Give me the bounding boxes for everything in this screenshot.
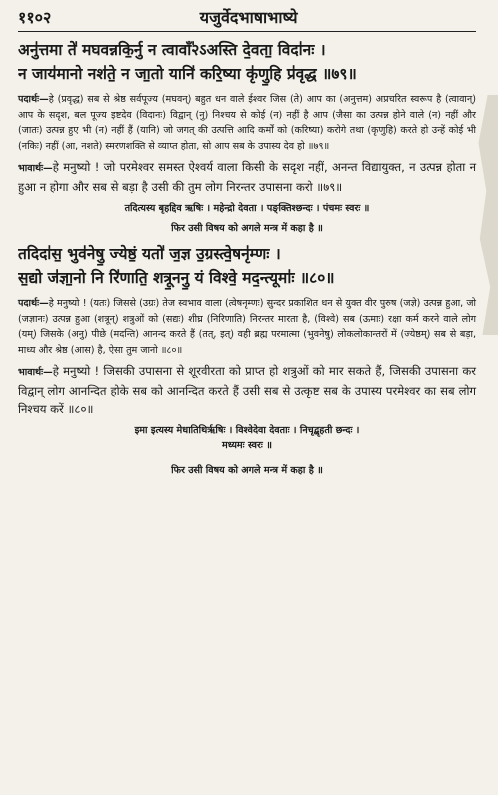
rishi-line: इमा इत्यस्य मेधातिथिर्ऋषिः । विश्वेदेवा देवताः । निचृद्बृहती छन्दः । <box>134 425 360 436</box>
page-number: ११०२ <box>18 8 52 27</box>
padartha-label: पदार्थः— <box>18 94 49 105</box>
bhavartha-80 <box>18 362 476 418</box>
padartha-text: हे (प्रवृद्ध) सब से श्रेष्ठ सर्वपूज्य (मघवन्) बहुत धन वाले ईश्वर जिस (ते) आप का (अनुत्तम) अप्रचरित स्वरूप है (त्वावान्) आप के सदृश, बल पूज्य इष्टदेव (विदानः) विद्वान् (नु) निश्चय से कोई (न) नहीं है आप (जैसा का उत्पन्न होने वाले (न) नहीं और (जातः) उत्पन्न हुए भी (न) नहीं हैं (यानि) जो जगत् की उत्पत्ति आदि कर्मों को (करिष्या) करोगे तथा (कृणुहि) करते हो उन्हें कोई भी (नकिः) नहीं (आ, नशते) स्मरणशक्ति से व्याप्त होता, सो आप सब के उपास्य देव हो ॥७९॥ <box>18 94 476 152</box>
page-header <box>18 6 476 32</box>
rishi-block <box>18 423 476 453</box>
context-line: फिर उसी विषय को अगले मन्त्र में कहा है ॥ <box>171 465 323 476</box>
bhavartha-label: भावार्थः— <box>18 163 53 174</box>
padartha-label: पदार्थः— <box>18 298 49 309</box>
rishi-line: मध्यमः स्वरः ॥ <box>222 440 272 451</box>
context-line: फिर उसी विषय को अगले मन्त्र में कहा है ॥ <box>171 223 323 234</box>
rishi-line: तदित्यस्य बृहद्दिव ऋषिः । महेन्द्रो देवता । पङ्क्तिश्छन्दः । पंचमः स्वरः ॥ <box>124 203 370 214</box>
padartha-text: हे मनुष्यो ! (यतः) जिससे (उग्रः) तेज स्वभाव वाला (त्वेषनृम्णः) सुन्दर प्रकाशित धन से युक्त वीर पुरुष (जज्ञे) उत्पन्न हुआ, जो (जज्ञानः) उत्पन्न हुआ (शत्रून्) शत्रुओं को (सद्यः) शीघ्र (निरिणाति) निरन्तर मारता है, (विश्वे) सब (ऊमाः) रक्षा कर्म करने वाले लोग (यम्) जिसके (अनु) पीछे (मदन्ति) आनन्द करते हैं (तत्, इत्) वही ब्रह्म परमात्मा (भुवनेषु) लोकलोकान्तरों में (ज्येष्ठम्) सब से बड़ा, माध्य और श्रेष्ठ (आस) है, ऐसा तुम जानो ॥८०॥ <box>18 298 476 356</box>
bhavartha-label: भावार्थः— <box>18 367 53 378</box>
running-title: यजुर्वेदभाषाभाष्ये <box>199 8 298 27</box>
mantra-line: तदिदा॑स॒ भुव॑नेषु॒ ज्येष्ठं॒ यतो॑ ज॒ज्ञ उ॒ग्रस्त्वे॒षनृ॑म्णः । <box>18 244 281 263</box>
bhavartha-79 <box>18 158 476 196</box>
mantra-line: न जाय॑मानो नश॑ते॒ न जा॒तो यानि॑ करि॒ष्या कृ॑णु॒हि प्र॑वृद्ध ॥७९॥ <box>18 64 357 83</box>
bhavartha-text: हे मनुष्यो ! जो परमेश्वर समस्त ऐश्वर्य वाला किसी के सदृश नहीं, अनन्त विद्यायुक्त, न उत्पन्न होता न हुआ न होगा और सब से बड़ा है उसी की तुम लोग निरन्तर उपासना करो ॥७९॥ <box>18 160 476 194</box>
bhavartha-text: हे मनुष्यो ! जिसकी उपासना से शूरवीरता को प्राप्त हो शत्रुओं को मार सकते हैं, जिसकी उपासना कर विद्वान् लोग आनन्दित होके सब को आनन्दित करते हैं उसी सब से उत्कृष्ट सब के उपास्य परमेश्वर का सब लोग निश्चय करें ॥८०॥ <box>18 364 476 416</box>
mantra-line: अनु॑त्तमा ते॑ मघवन्नकि॒र्नु न त्वावाँ॑२ऽअस्ति दे॒वता॒ विदा॑नः । <box>18 40 326 59</box>
padartha-79 <box>18 92 476 154</box>
mantra-80 <box>18 242 476 290</box>
mantra-line: स॒द्यो ज॑ज्ञा॒नो नि रि॑णाति॒ शत्रू॒ननु॒ यं विश्वे॒ मद॒न्त्यूमाः॑ ॥८०॥ <box>18 268 335 287</box>
mantra-79 <box>18 38 476 86</box>
padartha-80 <box>18 296 476 358</box>
